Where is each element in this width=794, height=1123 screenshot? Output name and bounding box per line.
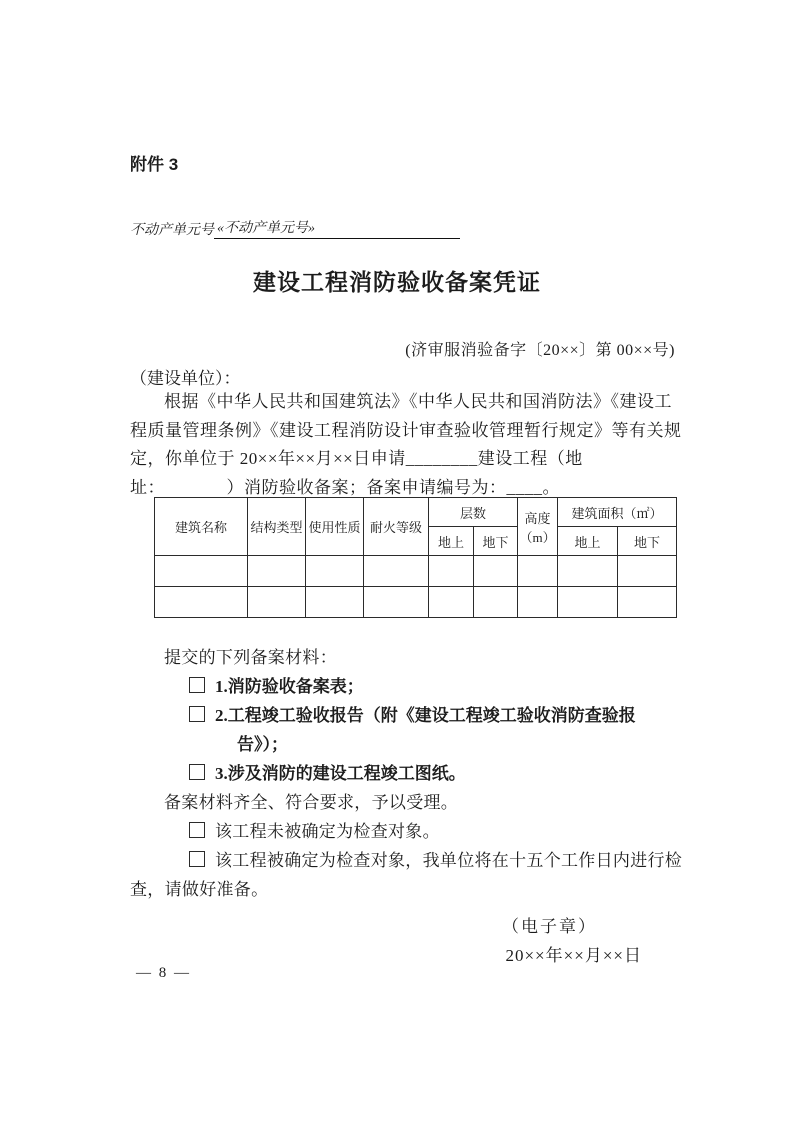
table-cell-empty[interactable] (558, 587, 618, 618)
table-cell-empty[interactable] (306, 556, 364, 587)
table-cell-empty[interactable] (618, 556, 677, 587)
acceptance-statement: 备案材料齐全、符合要求，予以受理。 (164, 793, 459, 812)
body-line-4: 址： ）消防验收备案；备案申请编号为：____。 (130, 477, 560, 497)
decision-option-2-label-cont: 查，请做好准备。 (130, 880, 269, 899)
col-header-height-line2: （m） (519, 529, 556, 545)
material-item-2-row (130, 701, 686, 730)
table-cell-empty[interactable] (364, 587, 429, 618)
body-line-2: 程质量管理条例》《建设工程消防设计审查验收管理暂行规定》等有关规 (130, 420, 682, 440)
table-cell-empty[interactable] (474, 587, 518, 618)
salutation-line: （建设单位）： (130, 369, 241, 388)
table-cell-empty[interactable] (364, 556, 429, 587)
material-item-1-row (130, 672, 686, 701)
checkbox-option-1[interactable] (189, 822, 205, 838)
materials-section (130, 643, 686, 904)
body-line-1: 根据《中华人民共和国建筑法》《中华人民共和国消防法》《建设工 (164, 392, 672, 411)
col-header-area-above: 地上 (558, 527, 618, 556)
material-item-3-label: 3.涉及消防的建设工程竣工图纸。 (215, 764, 466, 783)
table-cell-empty[interactable] (518, 587, 558, 618)
col-header-floors: 层数 (429, 498, 518, 527)
property-unit-value-field[interactable] (214, 217, 460, 239)
body-paragraph (130, 388, 680, 502)
table-cell-empty[interactable] (474, 556, 518, 587)
material-item-2-label-cont: 告》）； (237, 735, 288, 754)
table-cell-empty[interactable] (618, 587, 677, 618)
table-row (155, 587, 677, 618)
attachment-label: 附件 3 (130, 155, 179, 174)
table-cell-empty[interactable] (518, 556, 558, 587)
page-number: — 8 — (136, 965, 191, 981)
checkbox-option-2[interactable] (189, 851, 205, 867)
table-row (155, 556, 677, 587)
signature-block (502, 912, 675, 970)
material-item-1-label: 1.消防验收备案表； (215, 677, 364, 696)
col-header-height (518, 498, 558, 556)
checkbox-material-1[interactable] (189, 677, 205, 693)
body-line-3: 定，你单位于 20××年××月××日申请________建设工程（地 (130, 449, 583, 468)
table-cell-empty[interactable] (558, 556, 618, 587)
col-header-height-line1: 高度 (524, 510, 551, 526)
materials-intro: 提交的下列备案材料： (164, 648, 337, 667)
property-unit-value: «不动产单元号» (217, 221, 315, 236)
table-cell-empty[interactable] (248, 587, 306, 618)
table-cell-empty[interactable] (306, 587, 364, 618)
col-header-area: 建筑面积（㎡） (558, 498, 677, 527)
signature-date: 20××年××月××日 (505, 946, 642, 965)
property-unit-label: 不动产单元号 (130, 223, 214, 238)
property-unit-line (130, 217, 460, 239)
decision-option-2-row (130, 846, 686, 875)
col-header-floors-above: 地上 (429, 527, 474, 556)
table-cell-empty[interactable] (248, 556, 306, 587)
signature-date-line (502, 941, 675, 970)
col-header-floors-below: 地下 (474, 527, 518, 556)
document-number: (济审服消验备字〔20××〕第 00××号) (405, 342, 675, 359)
electronic-seal-line (502, 912, 675, 941)
table-cell-empty[interactable] (429, 587, 474, 618)
table-cell-empty[interactable] (429, 556, 474, 587)
col-header-usage: 使用性质 (306, 498, 364, 556)
document-title: 建设工程消防验收备案凭证 (253, 270, 541, 295)
building-info-table (154, 497, 677, 618)
electronic-seal-label: （电子章） (502, 917, 597, 936)
col-header-fire-rating: 耐火等级 (364, 498, 429, 556)
col-header-structure-type: 结构类型 (248, 498, 306, 556)
decision-option-2-label: 该工程被确定为检查对象，我单位将在十五个工作日内进行检 (215, 851, 683, 870)
table-cell-empty[interactable] (155, 587, 248, 618)
decision-option-1-label: 该工程未被确定为检查对象。 (215, 822, 440, 841)
material-item-3-row (130, 759, 686, 788)
material-item-2-label: 2.工程竣工验收报告（附《建设工程竣工验收消防查验报 (215, 706, 636, 725)
col-header-building-name: 建筑名称 (155, 498, 248, 556)
table-cell-empty[interactable] (155, 556, 248, 587)
checkbox-material-2[interactable] (189, 706, 205, 722)
decision-option-1-row (130, 817, 686, 846)
col-header-area-below: 地下 (618, 527, 677, 556)
checkbox-material-3[interactable] (189, 764, 205, 780)
